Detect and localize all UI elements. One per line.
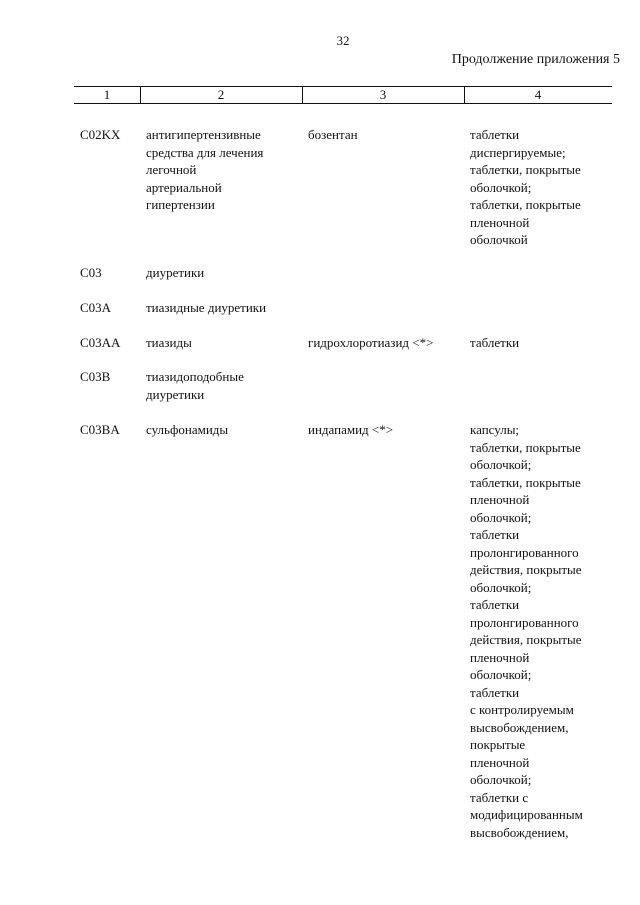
atc-code: C03A: [80, 300, 112, 315]
continuation-note: Продолжение приложения 5: [451, 52, 620, 67]
group-name: тиазиды: [146, 335, 192, 350]
group-name: диуретики: [146, 265, 205, 280]
header-col-4: 4: [534, 87, 542, 102]
header-col-2: 2: [217, 87, 225, 102]
table-header: [74, 86, 612, 104]
substance-name: индапамид <*>: [308, 422, 394, 437]
group-name: антигипертензивные средства для лечения легочной артериальной гипертензии: [146, 127, 264, 212]
atc-code: C03B: [80, 369, 111, 384]
atc-code: C03: [80, 265, 102, 280]
atc-code: C03BA: [80, 422, 120, 437]
header-col-3: 3: [379, 87, 387, 102]
dosage-forms: капсулы; таблетки, покрытые оболочкой; таблетки, покрытые пленочной оболочкой; таблетки пролонгированного действия, покрытые оболочкой; таблетки пролонгированного действия, покрытые пленочной оболочкой; таблетки с контролируемым высвобождением, покрытые пленочной оболочкой; таблетки с модифицированным высвобождением,: [470, 422, 583, 840]
atc-code: C03AA: [80, 335, 121, 350]
dosage-forms: таблетки диспергируемые; таблетки, покрытые оболочкой; таблетки, покрытые пленочной оболочкой: [470, 127, 581, 247]
header-col-1: 1: [103, 87, 111, 102]
page-number: 32: [336, 33, 350, 48]
group-name: тиазидные диуретики: [146, 300, 267, 315]
atc-code: C02KX: [80, 127, 121, 142]
dosage-forms: таблетки: [470, 335, 520, 350]
substance-name: гидрохлоротиазид <*>: [308, 335, 434, 350]
group-name: тиазидоподобные диуретики: [146, 369, 244, 402]
substance-name: бозентан: [308, 127, 358, 142]
group-name: сульфонамиды: [146, 422, 229, 437]
